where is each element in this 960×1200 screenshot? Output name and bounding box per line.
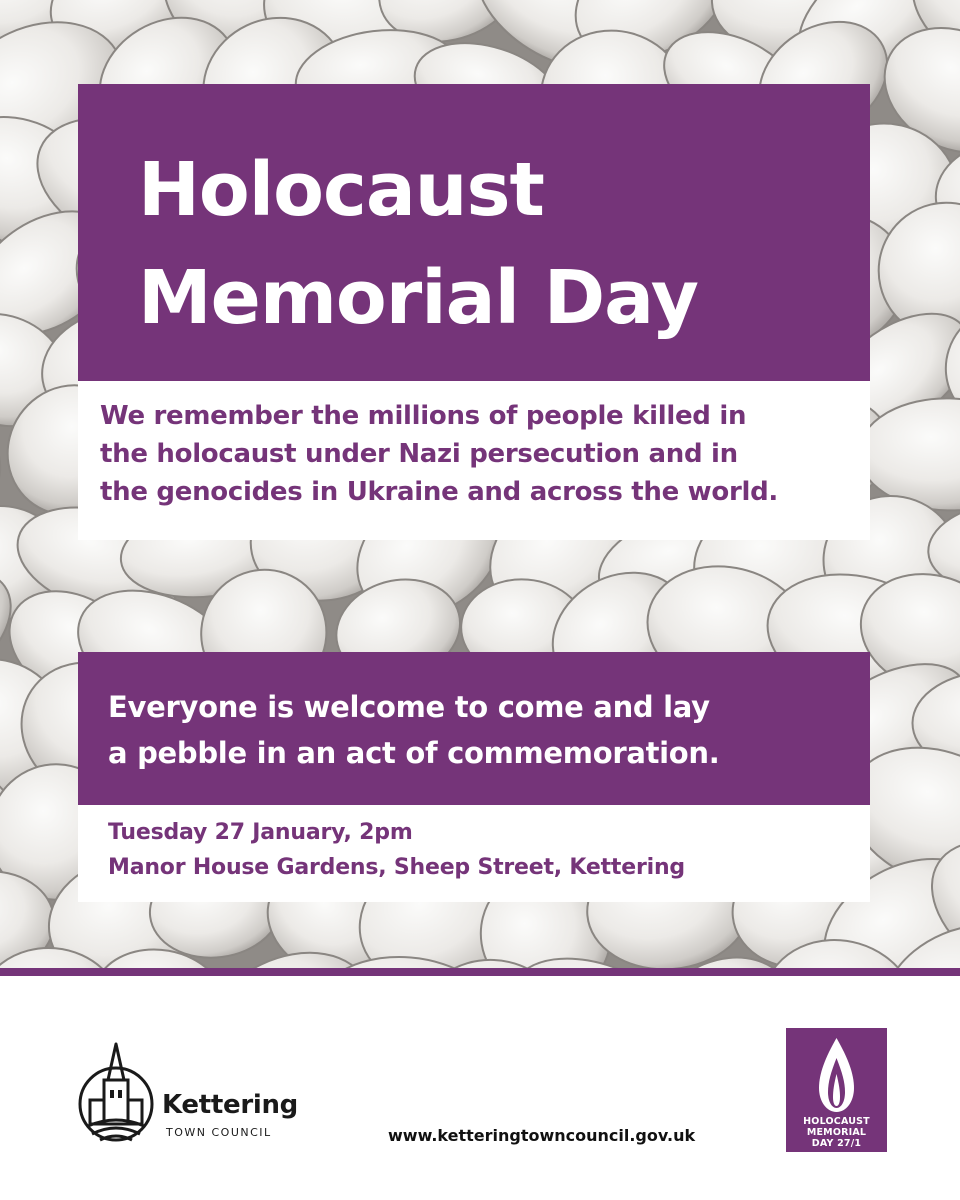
holocaust-memorial-day-logo [786,1028,887,1152]
candle-flame-icon [816,1036,857,1114]
title-panel [78,84,870,381]
purple-divider [0,968,960,976]
remembrance-line-2: the holocaust under Nazi persecution and in [100,439,738,469]
hmd-badge-line-1: HOLOCAUST [803,1116,870,1127]
title-line-1: Holocaust [138,147,544,233]
invitation-text [108,684,848,776]
invitation-line-2: a pebble in an act of commemoration. [108,736,720,770]
title-line-2: Memorial Day [138,255,699,341]
hmd-badge-line-2: MEMORIAL [806,1127,867,1138]
event-date-time: Tuesday 27 January, 2pm [108,820,413,845]
hmd-badge-line-3: DAY 27/1 [811,1138,862,1149]
invitation-line-1: Everyone is welcome to come and lay [108,690,710,724]
kettering-town-council-logo [74,1040,334,1150]
website-link[interactable]: www.ketteringtowncouncil.gov.uk [388,1126,696,1145]
event-location: Manor House Gardens, Sheep Street, Kettering [108,855,685,880]
invitation-panel [78,652,870,805]
page-title [138,136,858,352]
church-tower-icon [74,1040,158,1150]
council-subtitle: TOWN COUNCIL [166,1126,272,1139]
event-details-panel [78,805,870,902]
council-name: Kettering [162,1090,298,1120]
remembrance-line-3: the genocides in Ukraine and across the world. [100,477,778,507]
remembrance-line-1: We remember the millions of people killed in [100,401,747,431]
remembrance-panel [78,381,870,540]
remembrance-text [100,397,860,511]
